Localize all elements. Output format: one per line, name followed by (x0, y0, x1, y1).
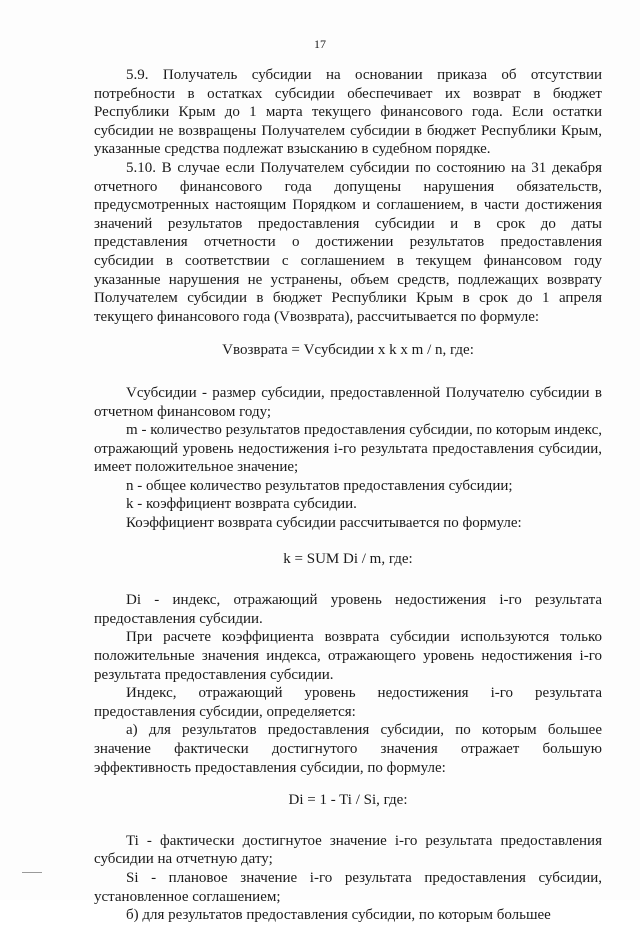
paragraph: 5.10. В случае если Получателем субсидии по состоянию на 31 декабря отчетного финансового года допущены нарушения обязательств, предусмотренных настоящим Порядком и соглашением, в части достижения значений результатов предоставления субсидии и в срок до даты представления отчетности о достижении результатов предоставления субсидии в соответствии с соглашением в текущем финансовом году указанные нарушения не устранены, объем средств, подлежащих возврату Получателем субсидии в бюджет Республики Крым в срок до 1 апреля текущего финансового года (Vвозврата), рассчитывается по формуле: (94, 159, 602, 325)
formula: Vвозврата = Vсубсидии x k x m / n, где: (222, 342, 474, 359)
formula: Di = 1 - Ti / Si, где: (288, 792, 408, 809)
paragraph: Si - плановое значение i-го результата предоставления субсидии, установленное соглашением; (94, 869, 602, 905)
paragraph: k - коэффициент возврата субсидии. (126, 496, 357, 513)
paragraph: Коэффициент возврата субсидии рассчитывается по формуле: (126, 515, 522, 532)
page-number: 17 (314, 37, 326, 51)
paragraph: m - количество результатов предоставления субсидии, по которым индекс, отражающий уровень недостижения i-го результата предоставления субсидии, имеет положительное значение; (94, 422, 602, 476)
formula: k = SUM Di / m, где: (283, 550, 413, 567)
paragraph: Vсубсидии - размер субсидии, предоставленной Получателю субсидии в отчетном финансовом году; (94, 384, 602, 420)
paragraph: Ti - фактически достигнутое значение i-го результата предоставления субсидии на отчетную дату; (94, 832, 602, 868)
paragraph: б) для результатов предоставления субсидии, по которым большее (126, 907, 551, 924)
paragraph: При расчете коэффициента возврата субсидии используются только положительные значения индекса, отражающего уровень недостижения i-го результата предоставления субсидии. (94, 629, 602, 683)
scan-mark (22, 872, 42, 873)
document-body (94, 66, 602, 925)
paragraph: а) для результатов предоставления субсидии, по которым большее значение фактически достигнутого значения отражает большую эффективность предоставления субсидии, по формуле: (94, 722, 602, 776)
paragraph: 5.9. Получатель субсидии на основании приказа об отсутствии потребности в остатках субсидии обеспечивает их возврат в бюджет Республики Крым до 1 марта текущего финансового года. Если остатки субсидии не возвращены Получателем субсидии в бюджет Республики Крым, указанные средства подлежат взысканию в судебном порядке. (94, 67, 602, 158)
paragraph: n - общее количество результатов предоставления субсидии; (126, 477, 513, 494)
paragraph: Di - индекс, отражающий уровень недостижения i-го результата предоставления субсидии. (94, 592, 602, 627)
paragraph: Индекс, отражающий уровень недостижения i-го результата предоставления субсидии, определяется: (94, 685, 602, 720)
